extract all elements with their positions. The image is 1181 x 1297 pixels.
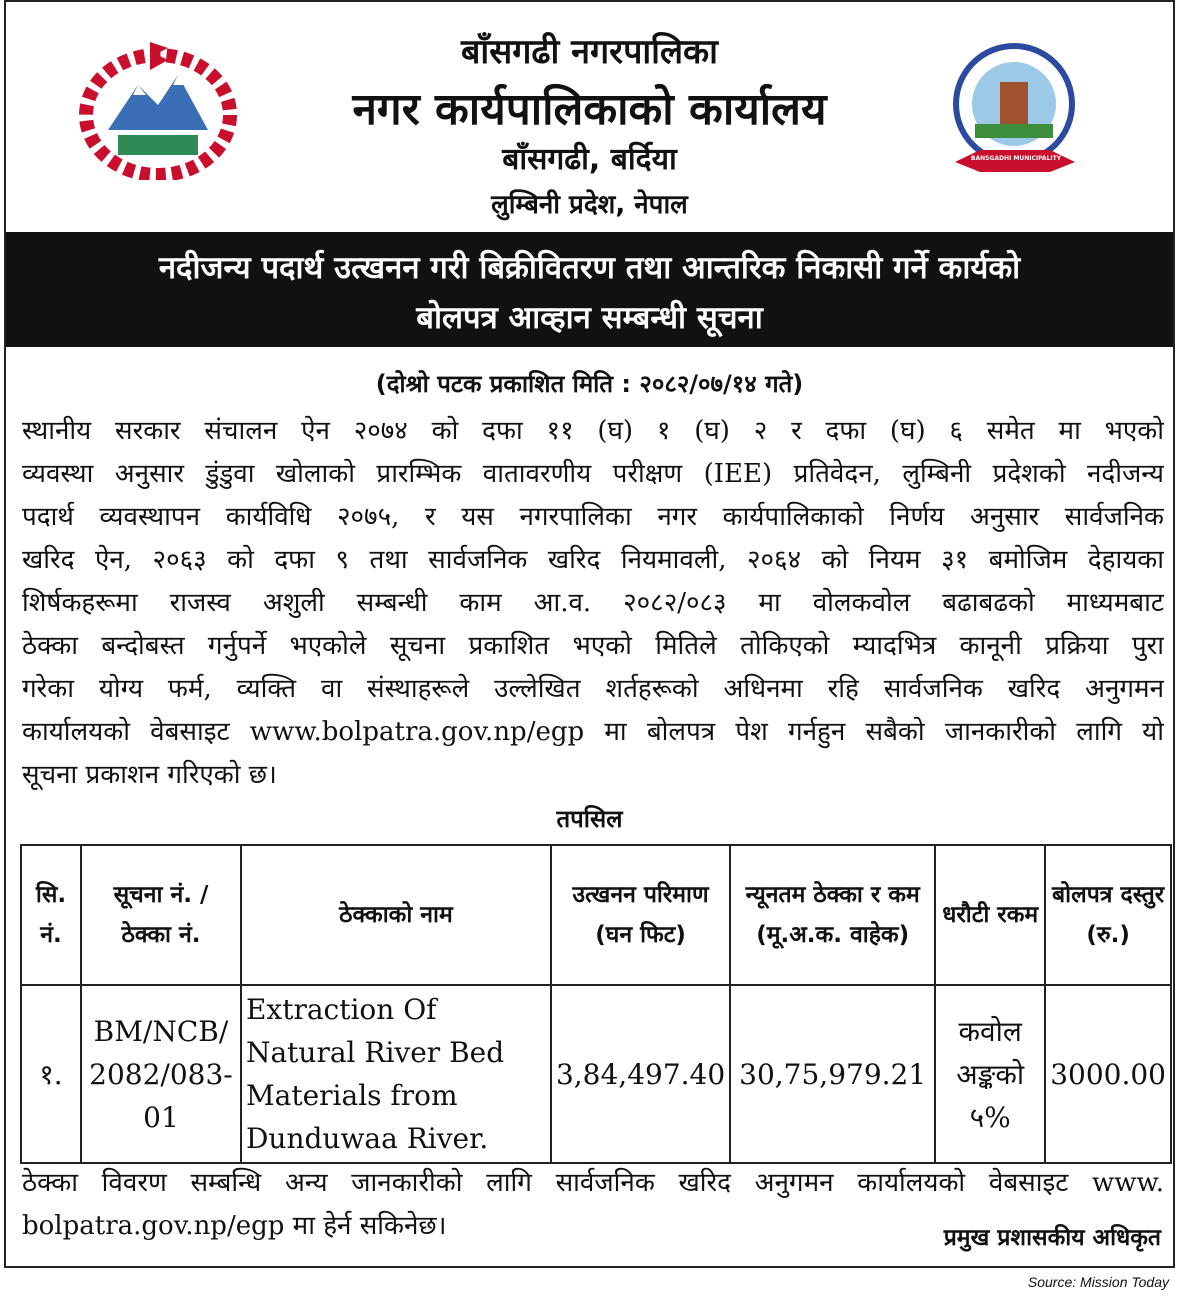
body-line: खरिद ऐन, २०६३ को दफा ९ तथा सार्वजनिक खरिद नियमावली, २०६४ को नियम ३१ बमोजिम देहायका [22,545,1164,575]
source-credit: Source: Mission Today [1027,1274,1169,1290]
footer-line: ठेक्का विवरण सम्बन्धि अन्य जानकारीको लागि सार्वजनिक खरिद अनुगमन कार्यालयको वेबसाइट www. [22,1168,1164,1198]
body-line: स्थानीय सरकार संचालन ऐन २०७४ को दफा ११ (घ) १ (घ) २ र दफा (घ) ६ समेत मा भएको [22,416,1164,446]
notice [4,0,1175,1268]
notice-title [6,232,1173,347]
tender-table [20,844,1172,1164]
province: लुम्बिनी प्रदेश, नेपाल [491,190,688,220]
body-line: सूचना प्रकाशन गरिएको छ। [22,760,277,790]
signature: प्रमुख प्रशासकीय अधिकृत [943,1225,1161,1251]
col-header: उत्खनन परिमाण (घन फिट) [551,845,730,985]
body-line: शिर्षकहरूमा राजस्व अशुली सम्बन्धी काम आ.व. २०८२/०८३ मा वोलकवोल बढाबढको माध्यमबाट [22,588,1164,618]
municipality-name: बाँसगढी नगरपालिका [461,32,718,72]
body-line: ठेक्का बन्दोबस्त गर्नुपर्ने भएकोले सूचना प्रकाशित भएको मितिले तोकिएको म्यादभित्र कानूनी प्रक्रिया पुरा [22,631,1164,661]
col-header: बोलपत्र दस्तुर (रु.) [1045,845,1171,985]
office-name: नगर कार्यपालिकाको कार्यालय [352,84,827,135]
body-line: व्यवस्था अनुसार डुंडुवा खोलाको प्रारम्भिक वातावरणीय परीक्षण (IEE) प्रतिवेदन, लुम्बिनी प्रदेशको नदीजन्य [22,459,1164,489]
cell-contract-name: Extraction Of Natural River Bed Materials from Dunduwaa River. [241,985,551,1163]
table-row [21,985,1171,1163]
cell-tender-no: BM/NCB/ 2082/083- 01 [81,985,241,1163]
cell-serial: १. [21,985,81,1163]
table-header-row [21,845,1171,985]
col-header: सूचना नं. / ठेक्का नं. [81,845,241,985]
col-header: सि. नं. [21,845,81,985]
municipality-logo-text: BANSGADHI MUNICIPALITY [970,155,1062,162]
office-location: बाँसगढी, बर्दिया [502,142,677,177]
body-line: पदार्थ व्यवस्थापन कार्यविधि २०७५, र यस नगरपालिका नगर कार्यपालिकाको निर्णय अनुसार सार्वजनिक [22,502,1164,532]
col-header: धरौटी रकम [935,845,1045,985]
cell-fee: 3000.00 [1045,985,1171,1163]
body-line: गरेका योग्य फर्म, व्यक्ति वा संस्थाहरूले उल्लेखित शर्तहरूको अधिनमा रहि सार्वजनिक खरिद अनुगमन [22,674,1164,704]
cell-deposit: कवोल अङ्कको ५% [935,985,1045,1163]
cell-quantity: 3,84,497.40 [551,985,730,1163]
notice-body [22,410,1164,797]
title-line-1: नदीजन्य पदार्थ उत्खनन गरी बिक्रीवितरण तथा आन्तरिक निकासी गर्ने कार्यको [158,250,1021,286]
cell-minimum-amount: 30,75,979.21 [730,985,935,1163]
publish-date: (दोश्रो पटक प्रकाशित मिति : २०८२/०७/१४ गते) [375,370,804,398]
title-line-2: बोलपत्र आव्हान सम्बन्धी सूचना [416,300,763,336]
footer-line: bolpatra.gov.np/egp मा हेर्न सकिनेछ। [22,1211,447,1241]
table-caption: तपसिल [556,805,623,833]
col-header: ठेक्काको नाम [241,845,551,985]
col-header: न्यूनतम ठेक्का र कम (मू.अ.क. वाहेक) [730,845,935,985]
header [6,2,1173,230]
body-line: कार्यालयको वेबसाइट www.bolpatra.gov.np/egp मा बोलपत्र पेश गर्नहुन सबैको जानकारीको लागि यो [22,717,1164,747]
